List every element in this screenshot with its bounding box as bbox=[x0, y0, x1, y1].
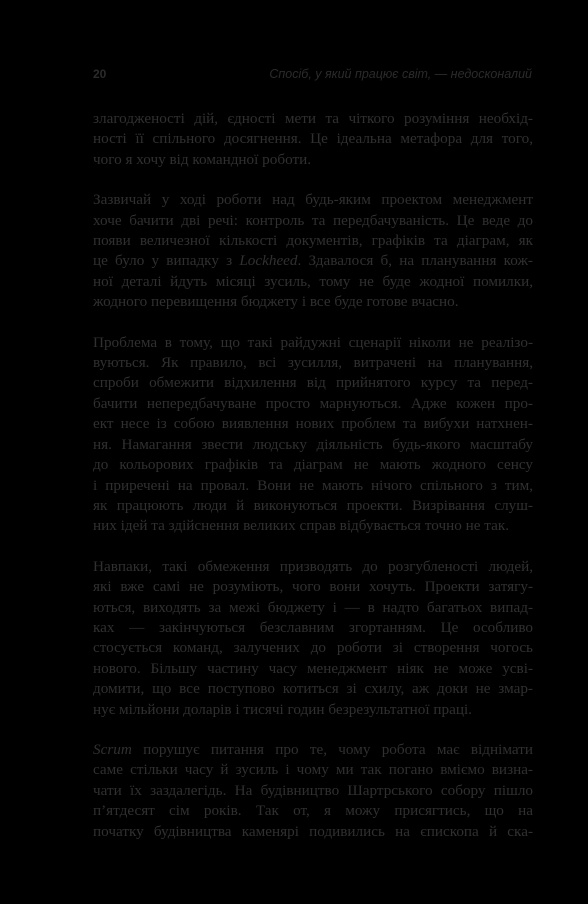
text-line: ності її спільного досягнення. Це ідеальна метафора для того, bbox=[93, 130, 533, 148]
paragraph-1 bbox=[93, 109, 533, 170]
text-line: вуються. Як правило, всі зусилля, витрачені на планування, bbox=[93, 354, 533, 372]
text-line: п’ятдесят сім років. Так от, я можу присягтись, що на bbox=[93, 802, 533, 820]
text-line: жодного перевищення бюджету і все буде готове вчасно. bbox=[93, 293, 459, 311]
text-line: стосується команд, залучених до роботи зі створення чогось bbox=[93, 639, 533, 657]
text-line-mixed bbox=[93, 740, 533, 760]
text-line: ної деталі йдуть місяці зусиль, тому не буде жодної помилки, bbox=[93, 272, 533, 290]
paragraph-3 bbox=[93, 333, 533, 537]
text-line: хоче бачити дві речі: контроль та передбачуваність. Це веде до bbox=[93, 211, 533, 229]
italic-company-name: Lockheed bbox=[239, 252, 298, 270]
text-line: ються, виходять за межі бюджету і — в надто багатьох випад- bbox=[93, 598, 533, 616]
text-line: спроби обмежити відхилення від прийнятого курсу та перед- bbox=[93, 374, 533, 392]
paragraph-2 bbox=[93, 190, 533, 312]
text-line: які вже самі не розуміють, чого вони хочуть. Проекти затягу- bbox=[93, 578, 533, 596]
text-line: і приречені на провал. Вони не мають нічого спільного з тим, bbox=[93, 476, 533, 494]
text-line: ект несе із собою виявлення нових проблем та вибухи натхнен- bbox=[93, 415, 533, 433]
text-line: домити, що все поступово котиться зі схилу, аж доки не змар- bbox=[93, 680, 533, 698]
text-line: чати їх заздалегідь. На будівництво Шартрського собору пішло bbox=[93, 781, 533, 799]
paragraph-5 bbox=[93, 740, 533, 842]
body-text bbox=[93, 109, 533, 862]
text-line: них ідей та здійснення великих справ відбувається точно не так. bbox=[93, 517, 510, 535]
text-line-mixed bbox=[93, 251, 533, 271]
text-line: ках — закінчуються безславним згортанням. Це особливо bbox=[93, 618, 533, 636]
text-line: нового. Більшу частину часу менеджмент ніяк не може усві- bbox=[93, 659, 533, 677]
text-line: як працюють люди й виконуються проекти. Визрівання слуш- bbox=[93, 496, 533, 514]
text-line: бачити непередбачуване просто марнуються. Адже кожен про- bbox=[93, 394, 533, 412]
text-segment: порушує питання про те, чому робота має віднімати bbox=[131, 740, 533, 758]
text-line: Зазвичай у ході роботи над будь-яким проектом менеджмент bbox=[93, 191, 533, 209]
text-line: ня. Намагання звести людську діяльність будь-якого масштабу bbox=[93, 435, 533, 453]
text-line: Проблема в тому, що такі райдужні сценарії ніколи не реалізо- bbox=[93, 333, 533, 351]
text-line: появи величезної кількості документів, графіків та діаграм, як bbox=[93, 232, 533, 250]
text-line: Навпаки, такі обмеження призводять до розгубленості людей, bbox=[93, 557, 533, 575]
text-line: злагодженості дій, єдності мети та чіткого розуміння необхід- bbox=[93, 110, 533, 127]
text-line: чого я хочу від командної роботи. bbox=[93, 150, 312, 168]
text-line: саме стільки часу й зусиль і чому ми так погано вміємо визна- bbox=[93, 761, 533, 779]
text-line: початку будівництва каменярі подивились на єпископа й ска- bbox=[93, 822, 533, 840]
text-line: нує мільйони доларів і тисячі годин безрезультатної праці. bbox=[93, 700, 472, 718]
paragraph-4 bbox=[93, 557, 533, 720]
page-number: 20 bbox=[93, 67, 107, 81]
text-segment: це було у випадку з bbox=[93, 252, 240, 270]
text-segment: . Здавалося б, на планування кож- bbox=[297, 252, 533, 270]
running-head: Спосіб, у який працює світ, — недосконалий bbox=[269, 67, 532, 81]
text-line: до кольорових графіків та діаграм не мають жодного сенсу bbox=[93, 456, 533, 474]
italic-scrum: Scrum bbox=[93, 740, 132, 758]
